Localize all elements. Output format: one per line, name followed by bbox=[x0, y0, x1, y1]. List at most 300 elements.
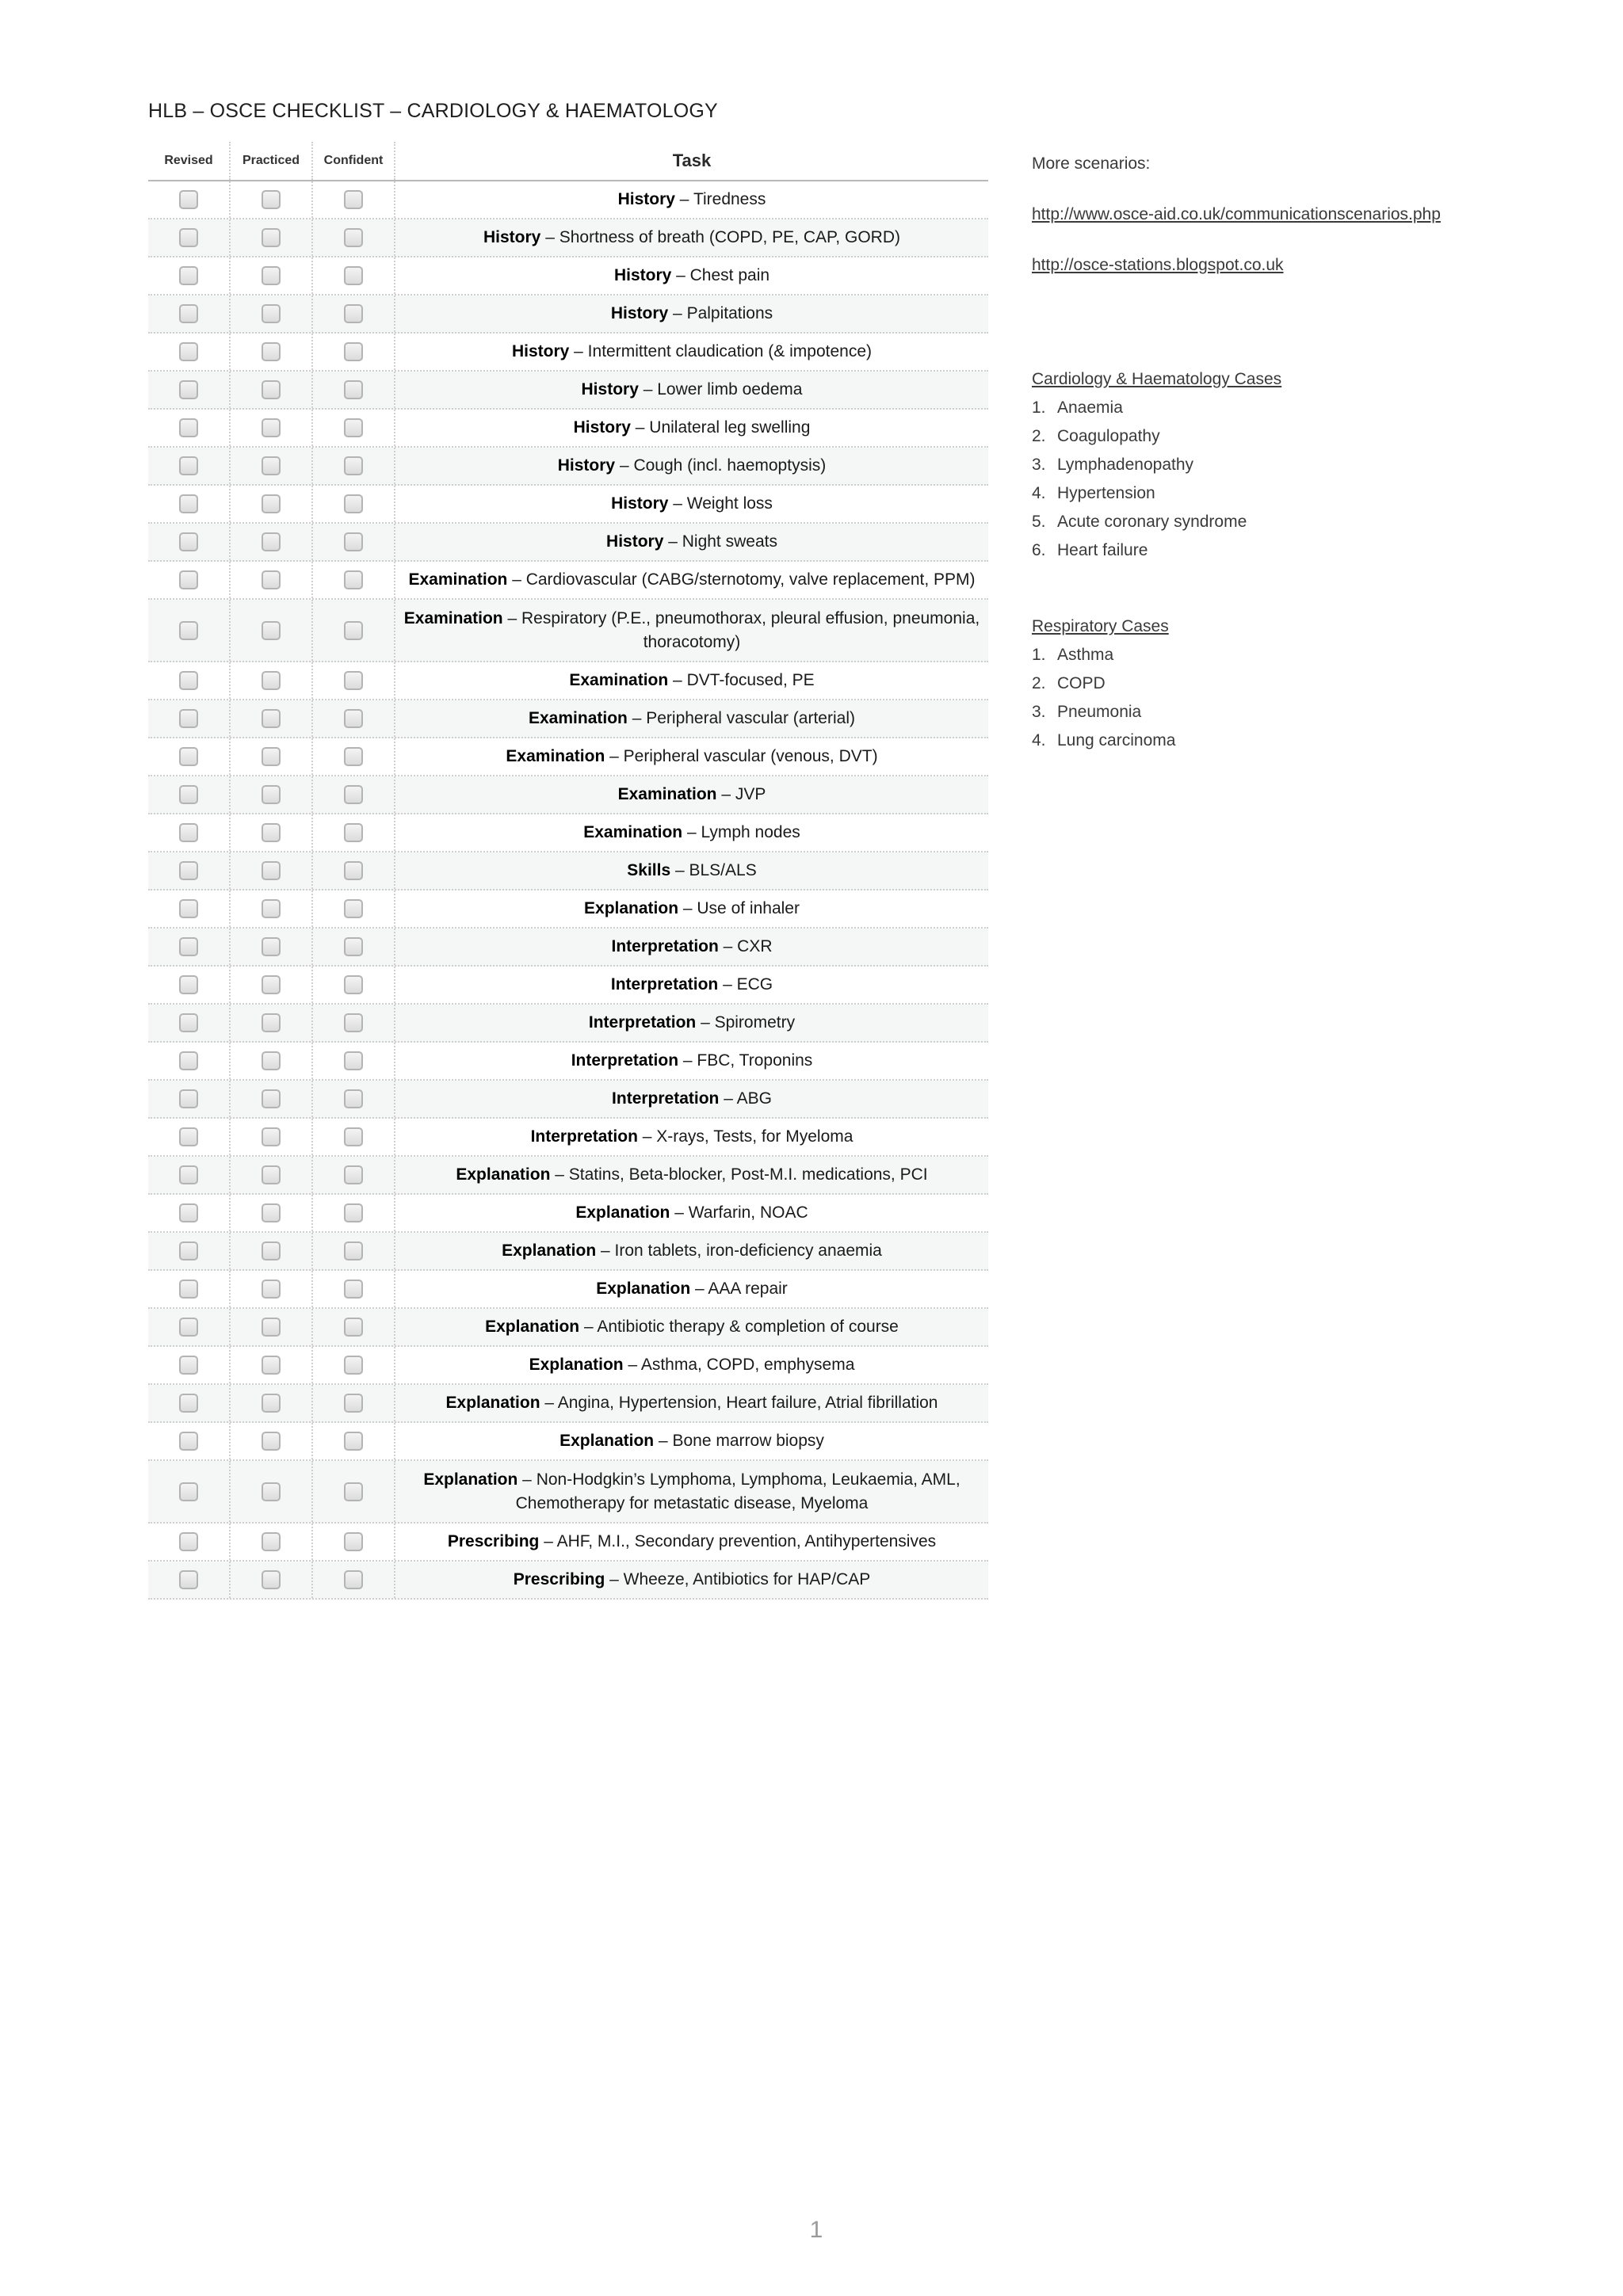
table-row bbox=[148, 372, 988, 410]
confident-cell bbox=[313, 448, 395, 484]
task-category: Explanation bbox=[485, 1318, 580, 1336]
task-cell bbox=[395, 257, 988, 294]
task-category: History bbox=[613, 266, 672, 284]
practiced-checkbox[interactable] bbox=[262, 190, 281, 209]
revised-cell bbox=[148, 852, 231, 889]
revised-checkbox[interactable] bbox=[179, 418, 198, 437]
revised-cell bbox=[148, 662, 231, 699]
task-category: History bbox=[617, 190, 675, 208]
page-number: 1 bbox=[809, 2217, 823, 2243]
confident-cell bbox=[313, 1562, 395, 1598]
confident-cell bbox=[313, 776, 395, 813]
practiced-cell bbox=[231, 562, 313, 598]
practiced-cell bbox=[231, 1005, 313, 1041]
task-detail: – DVT-focused, PE bbox=[668, 671, 815, 689]
task-text bbox=[514, 1568, 871, 1592]
task-cell bbox=[395, 219, 988, 256]
practiced-cell bbox=[231, 1423, 313, 1459]
confident-cell bbox=[313, 486, 395, 522]
revised-cell bbox=[148, 257, 231, 294]
revised-checkbox[interactable] bbox=[179, 975, 198, 994]
practiced-cell bbox=[231, 1119, 313, 1155]
practiced-cell bbox=[231, 662, 313, 699]
revised-checkbox[interactable] bbox=[179, 823, 198, 842]
revised-cell bbox=[148, 1524, 231, 1560]
revised-checkbox[interactable] bbox=[179, 671, 198, 690]
revised-checkbox[interactable] bbox=[179, 1280, 198, 1299]
practiced-checkbox[interactable] bbox=[262, 1089, 281, 1108]
task-text bbox=[589, 1011, 795, 1035]
practiced-cell bbox=[231, 1461, 313, 1522]
task-detail: – JVP bbox=[716, 785, 766, 803]
practiced-checkbox[interactable] bbox=[262, 1203, 281, 1222]
table-row bbox=[148, 410, 988, 448]
confident-checkbox[interactable] bbox=[344, 975, 363, 994]
revised-checkbox[interactable] bbox=[179, 342, 198, 361]
document-title: HLB – OSCE CHECKLIST – CARDIOLOGY & HAEMATOLOGY bbox=[148, 100, 718, 122]
task-cell bbox=[395, 181, 988, 218]
confident-checkbox[interactable] bbox=[344, 1241, 363, 1261]
revised-checkbox[interactable] bbox=[179, 228, 198, 247]
revised-checkbox[interactable] bbox=[179, 1394, 198, 1413]
confident-checkbox[interactable] bbox=[344, 1127, 363, 1146]
practiced-checkbox[interactable] bbox=[262, 1241, 281, 1261]
task-text bbox=[512, 340, 872, 364]
confident-checkbox[interactable] bbox=[344, 899, 363, 918]
practiced-checkbox[interactable] bbox=[262, 1280, 281, 1299]
confident-checkbox[interactable] bbox=[344, 1356, 363, 1375]
osce-aid-link[interactable]: http://www.osce-aid.co.uk/communicationscenarios.php bbox=[1032, 205, 1441, 223]
task-cell bbox=[395, 700, 988, 737]
list-item: 2. Coagulopathy bbox=[1032, 427, 1160, 445]
confident-checkbox[interactable] bbox=[344, 190, 363, 209]
revised-cell bbox=[148, 1562, 231, 1598]
table-row bbox=[148, 486, 988, 524]
revised-cell bbox=[148, 448, 231, 484]
practiced-cell bbox=[231, 929, 313, 965]
header-confident: Confident bbox=[313, 142, 395, 180]
practiced-cell bbox=[231, 852, 313, 889]
task-cell bbox=[395, 1157, 988, 1193]
revised-checkbox[interactable] bbox=[179, 380, 198, 399]
table-row bbox=[148, 334, 988, 372]
task-detail: – Lymph nodes bbox=[682, 823, 800, 841]
task-category: Explanation bbox=[529, 1356, 624, 1374]
practiced-cell bbox=[231, 219, 313, 256]
practiced-checkbox[interactable] bbox=[262, 937, 281, 956]
task-detail: – Palpitations bbox=[668, 304, 773, 322]
revised-cell bbox=[148, 181, 231, 218]
practiced-checkbox[interactable] bbox=[262, 899, 281, 918]
respiratory-cases-title: Respiratory Cases bbox=[1032, 617, 1169, 635]
practiced-checkbox[interactable] bbox=[262, 1394, 281, 1413]
practiced-checkbox[interactable] bbox=[262, 456, 281, 475]
practiced-checkbox[interactable] bbox=[262, 1165, 281, 1184]
task-category: Explanation bbox=[445, 1394, 540, 1412]
task-cell bbox=[395, 1119, 988, 1155]
task-cell bbox=[395, 296, 988, 332]
confident-checkbox[interactable] bbox=[344, 1318, 363, 1337]
table-body bbox=[148, 181, 988, 1600]
revised-checkbox[interactable] bbox=[179, 1241, 198, 1261]
confident-cell bbox=[313, 296, 395, 332]
task-cell bbox=[395, 1562, 988, 1598]
practiced-checkbox[interactable] bbox=[262, 1013, 281, 1032]
revised-cell bbox=[148, 1309, 231, 1345]
task-detail: – AAA repair bbox=[690, 1280, 788, 1298]
cardiology-cases-title: Cardiology & Haematology Cases bbox=[1032, 370, 1282, 388]
confident-checkbox[interactable] bbox=[344, 342, 363, 361]
task-detail: – Tiredness bbox=[674, 190, 766, 208]
confident-checkbox[interactable] bbox=[344, 1432, 363, 1451]
task-cell bbox=[395, 738, 988, 775]
task-category: Explanation bbox=[502, 1241, 597, 1260]
task-cell bbox=[395, 1005, 988, 1041]
task-detail: – Antibiotic therapy & completion of course bbox=[579, 1318, 899, 1336]
confident-checkbox[interactable] bbox=[344, 709, 363, 728]
task-category: Interpretation bbox=[530, 1127, 638, 1146]
practiced-checkbox[interactable] bbox=[262, 418, 281, 437]
revised-cell bbox=[148, 1157, 231, 1193]
revised-cell bbox=[148, 1385, 231, 1421]
confident-cell bbox=[313, 257, 395, 294]
task-category: Examination bbox=[408, 570, 508, 589]
confident-checkbox[interactable] bbox=[344, 823, 363, 842]
task-cell bbox=[395, 1524, 988, 1560]
table-header bbox=[148, 142, 988, 181]
confident-cell bbox=[313, 1423, 395, 1459]
task-cell bbox=[395, 1385, 988, 1421]
task-category: Explanation bbox=[596, 1280, 691, 1298]
table-row bbox=[148, 1005, 988, 1043]
task-category: Skills bbox=[627, 861, 671, 879]
revised-checkbox[interactable] bbox=[179, 1432, 198, 1451]
task-cell bbox=[395, 600, 988, 661]
practiced-checkbox[interactable] bbox=[262, 1051, 281, 1070]
revised-cell bbox=[148, 1347, 231, 1383]
practiced-checkbox[interactable] bbox=[262, 709, 281, 728]
revised-cell bbox=[148, 1005, 231, 1041]
confident-cell bbox=[313, 1461, 395, 1522]
task-detail: – CXR bbox=[718, 937, 773, 955]
table-row bbox=[148, 1271, 988, 1309]
task-text bbox=[583, 821, 800, 845]
task-cell bbox=[395, 486, 988, 522]
confident-checkbox[interactable] bbox=[344, 671, 363, 690]
confident-cell bbox=[313, 814, 395, 851]
revised-cell bbox=[148, 738, 231, 775]
table-row bbox=[148, 738, 988, 776]
practiced-checkbox[interactable] bbox=[262, 494, 281, 513]
task-cell bbox=[395, 1271, 988, 1307]
confident-checkbox[interactable] bbox=[344, 1482, 363, 1501]
revised-checkbox[interactable] bbox=[179, 621, 198, 640]
task-cell bbox=[395, 372, 988, 408]
practiced-cell bbox=[231, 1195, 313, 1231]
task-category: Examination bbox=[506, 747, 605, 765]
task-cell bbox=[395, 814, 988, 851]
confident-checkbox[interactable] bbox=[344, 304, 363, 323]
task-detail: – Night sweats bbox=[663, 532, 777, 551]
practiced-cell bbox=[231, 372, 313, 408]
revised-checkbox[interactable] bbox=[179, 190, 198, 209]
revised-cell bbox=[148, 1081, 231, 1117]
revised-cell bbox=[148, 1461, 231, 1522]
revised-cell bbox=[148, 372, 231, 408]
practiced-cell bbox=[231, 410, 313, 446]
task-text bbox=[502, 1239, 882, 1263]
revised-checkbox[interactable] bbox=[179, 532, 198, 551]
practiced-checkbox[interactable] bbox=[262, 342, 281, 361]
task-detail: – Angina, Hypertension, Heart failure, Atrial fibrillation bbox=[540, 1394, 938, 1412]
practiced-checkbox[interactable] bbox=[262, 532, 281, 551]
revised-cell bbox=[148, 929, 231, 965]
table-row bbox=[148, 1309, 988, 1347]
task-category: Interpretation bbox=[611, 937, 719, 955]
confident-checkbox[interactable] bbox=[344, 1203, 363, 1222]
task-detail: – Cardiovascular (CABG/sternotomy, valve replacement, PPM) bbox=[507, 570, 976, 589]
revised-checkbox[interactable] bbox=[179, 494, 198, 513]
practiced-checkbox[interactable] bbox=[262, 747, 281, 766]
practiced-checkbox[interactable] bbox=[262, 1570, 281, 1589]
task-detail: – Use of inhaler bbox=[678, 899, 800, 917]
practiced-checkbox[interactable] bbox=[262, 1127, 281, 1146]
list-item: 5. Acute coronary syndrome bbox=[1032, 513, 1247, 531]
task-cell bbox=[395, 1347, 988, 1383]
confident-checkbox[interactable] bbox=[344, 1165, 363, 1184]
task-category: Prescribing bbox=[513, 1570, 605, 1589]
revised-checkbox[interactable] bbox=[179, 570, 198, 589]
revised-cell bbox=[148, 524, 231, 560]
confident-checkbox[interactable] bbox=[344, 532, 363, 551]
task-detail: – Statins, Beta-blocker, Post-M.I. medications, PCI bbox=[550, 1165, 928, 1184]
revised-checkbox[interactable] bbox=[179, 1127, 198, 1146]
revised-checkbox[interactable] bbox=[179, 709, 198, 728]
practiced-checkbox[interactable] bbox=[262, 228, 281, 247]
task-category: Examination bbox=[569, 671, 669, 689]
revised-checkbox[interactable] bbox=[179, 899, 198, 918]
revised-checkbox[interactable] bbox=[179, 1356, 198, 1375]
task-cell bbox=[395, 1461, 988, 1522]
revised-checkbox[interactable] bbox=[179, 1165, 198, 1184]
revised-checkbox[interactable] bbox=[179, 1318, 198, 1337]
practiced-cell bbox=[231, 1081, 313, 1117]
confident-cell bbox=[313, 852, 395, 889]
confident-cell bbox=[313, 1347, 395, 1383]
confident-cell bbox=[313, 334, 395, 370]
list-item: 6. Heart failure bbox=[1032, 541, 1148, 559]
confident-checkbox[interactable] bbox=[344, 861, 363, 880]
table-row bbox=[148, 700, 988, 738]
confident-cell bbox=[313, 1309, 395, 1345]
revised-cell bbox=[148, 1195, 231, 1231]
practiced-cell bbox=[231, 181, 313, 218]
task-cell bbox=[395, 410, 988, 446]
confident-checkbox[interactable] bbox=[344, 621, 363, 640]
practiced-checkbox[interactable] bbox=[262, 1532, 281, 1551]
task-text bbox=[614, 264, 769, 288]
task-cell bbox=[395, 1423, 988, 1459]
practiced-checkbox[interactable] bbox=[262, 861, 281, 880]
task-category: Examination bbox=[403, 608, 503, 627]
confident-cell bbox=[313, 219, 395, 256]
task-detail: – Bone marrow biopsy bbox=[654, 1432, 824, 1450]
task-detail: – Chest pain bbox=[671, 266, 770, 284]
revised-checkbox[interactable] bbox=[179, 1051, 198, 1070]
revised-cell bbox=[148, 1233, 231, 1269]
confident-cell bbox=[313, 562, 395, 598]
confident-checkbox[interactable] bbox=[344, 747, 363, 766]
revised-cell bbox=[148, 296, 231, 332]
confident-cell bbox=[313, 1005, 395, 1041]
table-row bbox=[148, 1562, 988, 1600]
confident-checkbox[interactable] bbox=[344, 380, 363, 399]
revised-checkbox[interactable] bbox=[179, 747, 198, 766]
confident-checkbox[interactable] bbox=[344, 1570, 363, 1589]
confident-checkbox[interactable] bbox=[344, 1394, 363, 1413]
cardiology-cases-list bbox=[1032, 394, 1441, 565]
practiced-cell bbox=[231, 1524, 313, 1560]
practiced-checkbox[interactable] bbox=[262, 1318, 281, 1337]
list-item: 2. COPD bbox=[1032, 674, 1106, 692]
task-text bbox=[506, 745, 877, 769]
task-detail: – X-rays, Tests, for Myeloma bbox=[637, 1127, 854, 1146]
task-cell bbox=[395, 562, 988, 598]
task-category: History bbox=[606, 532, 664, 551]
revised-checkbox[interactable] bbox=[179, 937, 198, 956]
task-detail: – Cough (incl. haemoptysis) bbox=[615, 456, 827, 475]
practiced-checkbox[interactable] bbox=[262, 1482, 281, 1501]
task-text bbox=[584, 897, 800, 921]
task-detail: – Respiratory (P.E., pneumothorax, pleural effusion, pneumonia, thoracotomy) bbox=[502, 608, 980, 651]
task-detail: – Unilateral leg swelling bbox=[630, 418, 811, 437]
task-text bbox=[529, 1353, 855, 1377]
practiced-cell bbox=[231, 334, 313, 370]
task-detail: – Warfarin, NOAC bbox=[670, 1203, 808, 1222]
confident-cell bbox=[313, 1233, 395, 1269]
task-category: Explanation bbox=[584, 899, 679, 917]
task-text bbox=[574, 416, 811, 440]
confident-checkbox[interactable] bbox=[344, 785, 363, 804]
table-row bbox=[148, 776, 988, 814]
revised-cell bbox=[148, 486, 231, 522]
header-task: Task bbox=[672, 151, 712, 170]
practiced-checkbox[interactable] bbox=[262, 380, 281, 399]
task-category: Interpretation bbox=[571, 1051, 679, 1070]
task-category: Examination bbox=[617, 785, 717, 803]
practiced-checkbox[interactable] bbox=[262, 785, 281, 804]
revised-checkbox[interactable] bbox=[179, 1482, 198, 1501]
table-row bbox=[148, 1347, 988, 1385]
confident-cell bbox=[313, 662, 395, 699]
practiced-checkbox[interactable] bbox=[262, 1356, 281, 1375]
revised-checkbox[interactable] bbox=[179, 1089, 198, 1108]
practiced-cell bbox=[231, 1233, 313, 1269]
practiced-cell bbox=[231, 600, 313, 661]
confident-checkbox[interactable] bbox=[344, 937, 363, 956]
confident-checkbox[interactable] bbox=[344, 1280, 363, 1299]
osce-stations-link[interactable]: http://osce-stations.blogspot.co.uk bbox=[1032, 256, 1284, 274]
revised-checkbox[interactable] bbox=[179, 456, 198, 475]
table-row bbox=[148, 852, 988, 891]
practiced-cell bbox=[231, 296, 313, 332]
confident-checkbox[interactable] bbox=[344, 456, 363, 475]
confident-checkbox[interactable] bbox=[344, 1089, 363, 1108]
confident-cell bbox=[313, 967, 395, 1003]
task-detail: – Spirometry bbox=[696, 1013, 796, 1032]
practiced-checkbox[interactable] bbox=[262, 304, 281, 323]
practiced-checkbox[interactable] bbox=[262, 570, 281, 589]
confident-cell bbox=[313, 1043, 395, 1079]
revised-checkbox[interactable] bbox=[179, 304, 198, 323]
task-detail: – Non-Hodgkin’s Lymphoma, Lymphoma, Leukaemia, AML, Chemotherapy for metastatic disease, Myeloma bbox=[515, 1470, 960, 1512]
task-category: History bbox=[610, 304, 669, 322]
confident-checkbox[interactable] bbox=[344, 570, 363, 589]
task-cell bbox=[395, 967, 988, 1003]
confident-checkbox[interactable] bbox=[344, 418, 363, 437]
task-text bbox=[575, 1201, 808, 1225]
practiced-cell bbox=[231, 776, 313, 813]
confident-cell bbox=[313, 524, 395, 560]
confident-checkbox[interactable] bbox=[344, 1013, 363, 1032]
task-text bbox=[558, 454, 826, 478]
task-cell bbox=[395, 448, 988, 484]
practiced-cell bbox=[231, 1271, 313, 1307]
task-cell bbox=[395, 1195, 988, 1231]
task-category: History bbox=[511, 342, 570, 360]
revised-checkbox[interactable] bbox=[179, 1203, 198, 1222]
revised-cell bbox=[148, 1271, 231, 1307]
revised-checkbox[interactable] bbox=[179, 266, 198, 285]
task-category: Explanation bbox=[559, 1432, 655, 1450]
confident-cell bbox=[313, 372, 395, 408]
list-item: 4. Lung carcinoma bbox=[1032, 731, 1176, 749]
practiced-checkbox[interactable] bbox=[262, 975, 281, 994]
practiced-checkbox[interactable] bbox=[262, 266, 281, 285]
task-cell bbox=[395, 776, 988, 813]
confident-checkbox[interactable] bbox=[344, 1051, 363, 1070]
task-category: Examination bbox=[583, 823, 683, 841]
header-practiced: Practiced bbox=[231, 142, 313, 180]
revised-checkbox[interactable] bbox=[179, 1013, 198, 1032]
confident-cell bbox=[313, 738, 395, 775]
revised-cell bbox=[148, 562, 231, 598]
task-detail: – Intermittent claudication (& impotence) bbox=[569, 342, 873, 360]
confident-checkbox[interactable] bbox=[344, 228, 363, 247]
table-row bbox=[148, 1385, 988, 1423]
revised-checkbox[interactable] bbox=[179, 861, 198, 880]
confident-cell bbox=[313, 700, 395, 737]
revised-checkbox[interactable] bbox=[179, 1570, 198, 1589]
confident-checkbox[interactable] bbox=[344, 266, 363, 285]
practiced-cell bbox=[231, 814, 313, 851]
practiced-checkbox[interactable] bbox=[262, 671, 281, 690]
revised-checkbox[interactable] bbox=[179, 785, 198, 804]
practiced-cell bbox=[231, 448, 313, 484]
task-cell bbox=[395, 1043, 988, 1079]
practiced-checkbox[interactable] bbox=[262, 823, 281, 842]
table-row bbox=[148, 662, 988, 700]
confident-checkbox[interactable] bbox=[344, 1532, 363, 1551]
revised-cell bbox=[148, 219, 231, 256]
revised-checkbox[interactable] bbox=[179, 1532, 198, 1551]
task-detail: – AHF, M.I., Secondary prevention, Antihypertensives bbox=[539, 1532, 937, 1550]
practiced-checkbox[interactable] bbox=[262, 621, 281, 640]
task-cell bbox=[395, 334, 988, 370]
practiced-checkbox[interactable] bbox=[262, 1432, 281, 1451]
task-text bbox=[408, 568, 975, 592]
confident-checkbox[interactable] bbox=[344, 494, 363, 513]
